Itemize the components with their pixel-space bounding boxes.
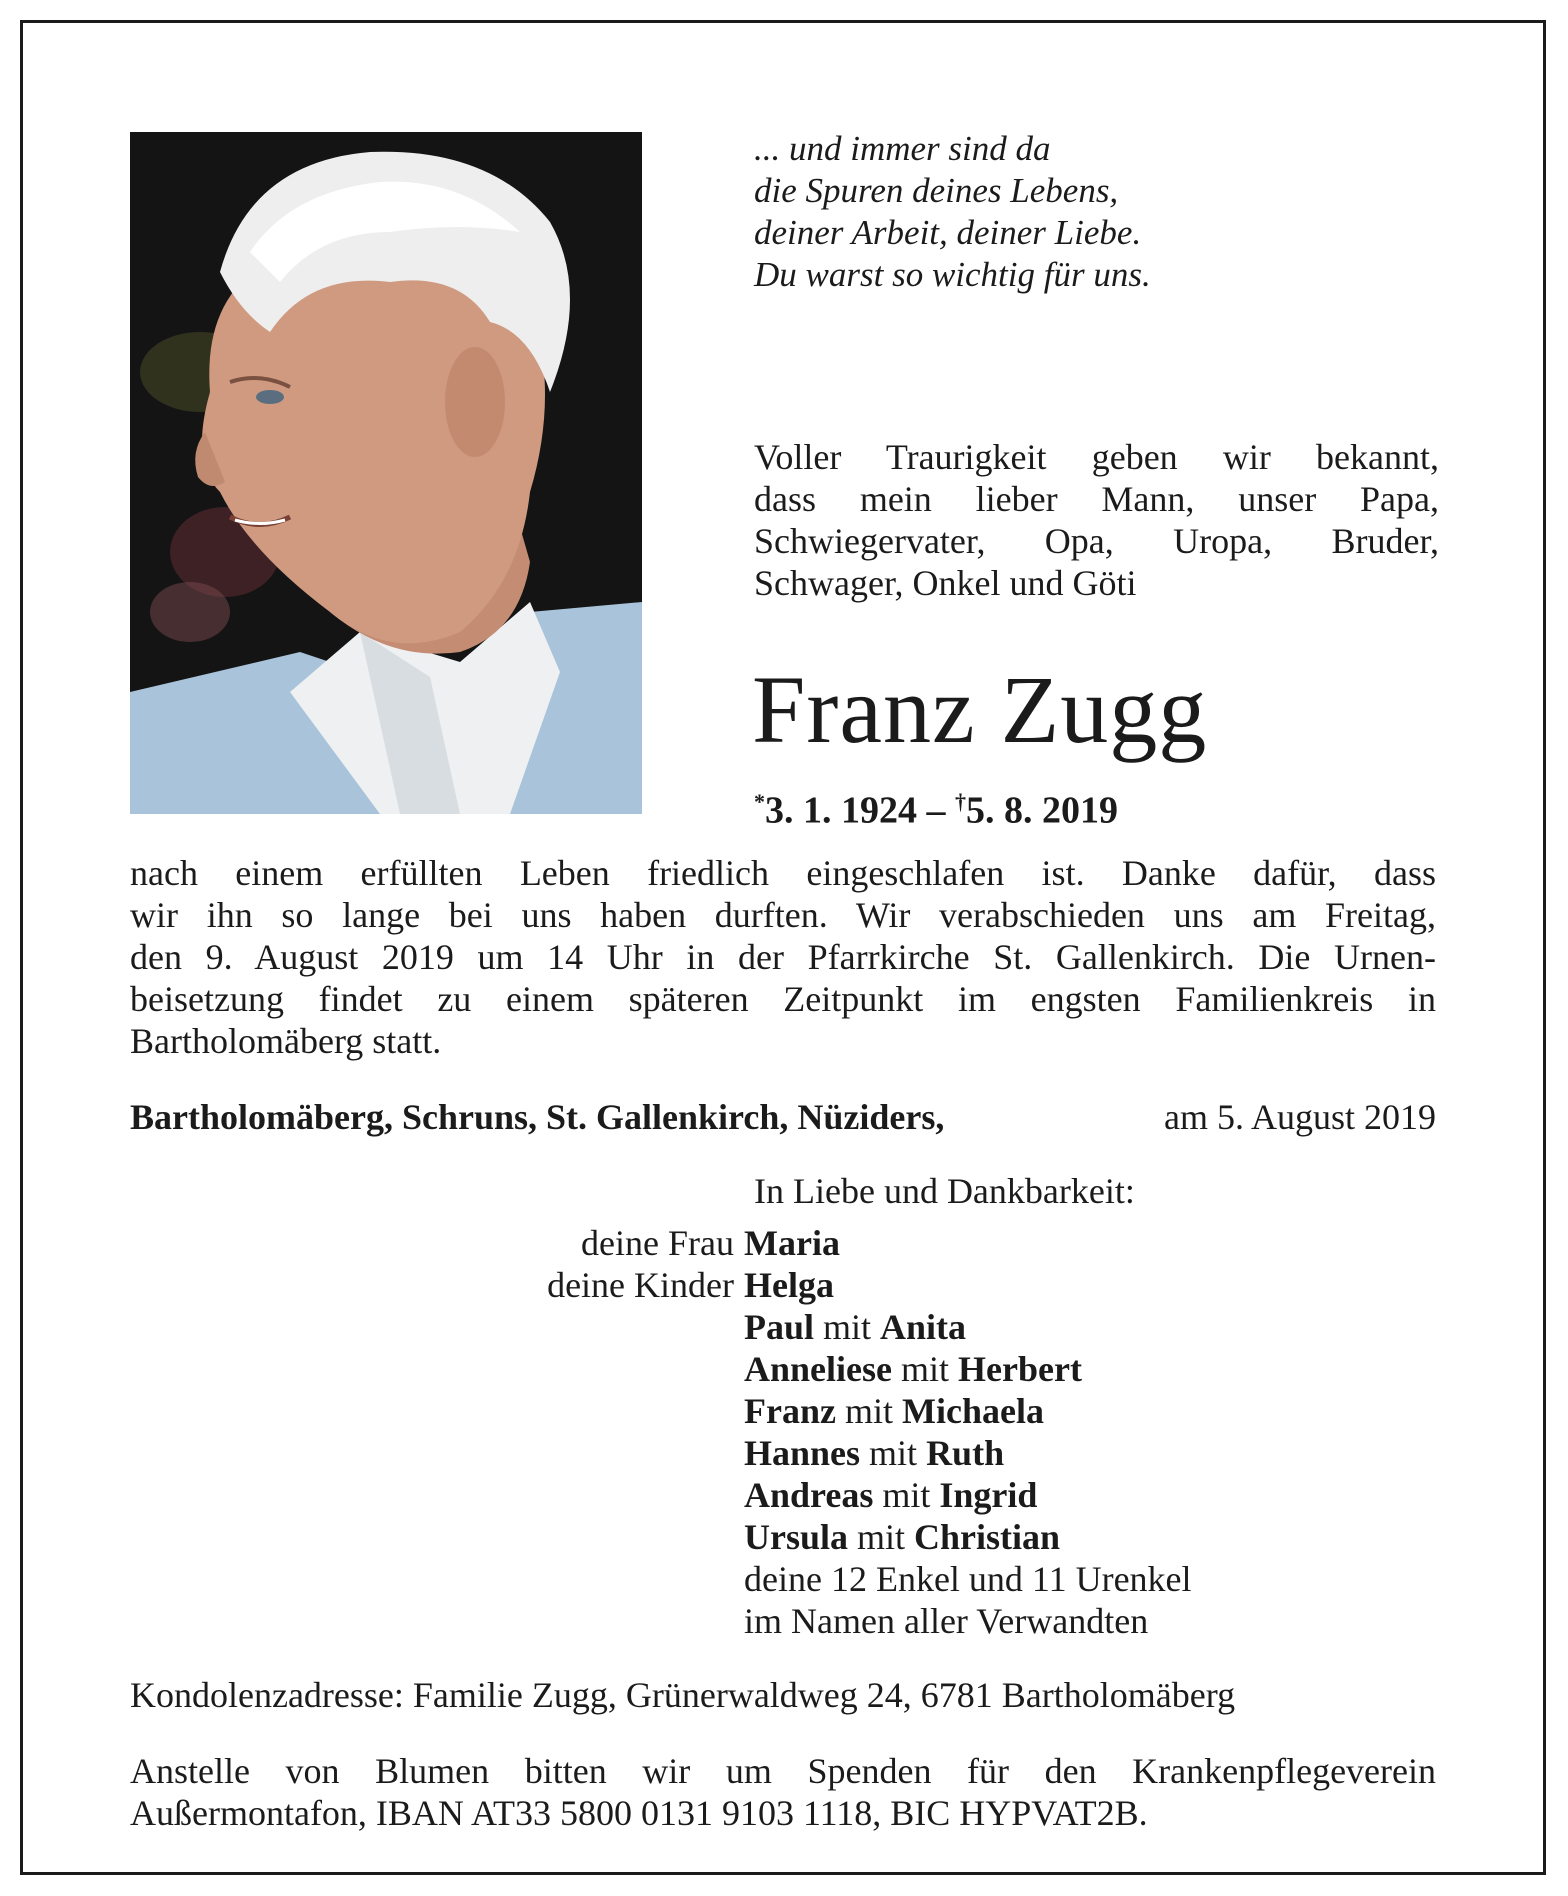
quote-line: deiner Arbeit, deiner Liebe. [754, 213, 1142, 252]
joiner: mit [814, 1307, 881, 1347]
memorial-quote [754, 128, 1151, 296]
mourner-name: Andreas [744, 1475, 874, 1515]
death-symbol: † [955, 789, 966, 814]
partner-name: Christian [914, 1517, 1061, 1557]
quote-line: die Spuren deines Lebens, [754, 171, 1119, 210]
list-item [360, 1558, 1260, 1600]
death-date: 5. 8. 2019 [966, 789, 1118, 832]
joiner: mit [892, 1349, 959, 1389]
relation-label [360, 1474, 744, 1516]
list-item [360, 1516, 1260, 1558]
partner-name: Herbert [958, 1349, 1082, 1389]
announcement-body [130, 852, 1436, 1062]
intro-line: Schwager, Onkel und Göti [754, 563, 1137, 603]
mourner-name: Hannes [744, 1433, 861, 1473]
portrait-photo [130, 132, 642, 814]
mourner-name: Ursula [744, 1517, 849, 1557]
joiner: mit [860, 1433, 927, 1473]
partner-name: Anita [880, 1307, 967, 1347]
condolence-address: Kondolenzadresse: Familie Zugg, Grünerwaldweg 24, 6781 Bartholomäberg [130, 1675, 1236, 1715]
relation-label [360, 1348, 744, 1390]
joiner: mit [848, 1517, 915, 1557]
mourner-name: Franz [744, 1391, 836, 1431]
relation-label [360, 1516, 744, 1558]
list-item [360, 1348, 1260, 1390]
body-line: den 9. August 2019 um 14 Uhr in der Pfarrkirche St. Gallenkirch. Die Urnen- [130, 937, 1436, 977]
list-item [360, 1222, 1260, 1264]
donation-request [130, 1750, 1436, 1834]
birth-symbol: * [754, 789, 765, 814]
body-line: wir ihn so lange bei uns haben durften. Wir verabschieden uns am Freitag, [130, 895, 1436, 935]
mourner-name: Helga [744, 1265, 834, 1305]
places-and-date [130, 1096, 1436, 1138]
announcement-date: am 5. August 2019 [1163, 1097, 1436, 1137]
mourner-name: Paul [744, 1307, 815, 1347]
life-dates [754, 780, 1118, 833]
quote-line: ... und immer sind da [754, 129, 1051, 168]
partner-name: Ingrid [939, 1475, 1038, 1515]
relation-label [360, 1306, 744, 1348]
announcement-intro [754, 436, 1439, 604]
body-line: Bartholomäberg statt. [130, 1021, 442, 1061]
grandchildren-line: deine 12 Enkel und 11 Urenkel [744, 1559, 1192, 1599]
body-line: beisetzung findet zu einem späteren Zeitpunkt im engsten Familienkreis in [130, 979, 1436, 1019]
relation-label [360, 1390, 744, 1432]
body-line: nach einem erfüllten Leben friedlich eingeschlafen ist. Danke dafür, dass [130, 853, 1436, 893]
list-item [360, 1390, 1260, 1432]
list-item [360, 1306, 1260, 1348]
list-item [360, 1264, 1260, 1306]
relation-label [360, 1432, 744, 1474]
date-separator: – [917, 789, 955, 832]
quote-line: Du warst so wichtig für uns. [754, 255, 1151, 294]
deceased-name: Franz Zugg [752, 656, 1208, 763]
list-item [360, 1474, 1260, 1516]
birth-date: 3. 1. 1924 [765, 789, 917, 832]
joiner: mit [835, 1391, 902, 1431]
relation-label: deine Frau [581, 1223, 734, 1263]
mourner-name: Anneliese [744, 1349, 892, 1389]
intro-line: Schwiegervater, Opa, Uropa, Bruder, [754, 521, 1439, 561]
places-list: Bartholomäberg, Schruns, St. Gallenkirch, Nüziders, [130, 1097, 945, 1137]
intro-line: Voller Traurigkeit geben wir bekannt, [754, 437, 1439, 477]
relation-label: deine Kinder [547, 1265, 734, 1305]
mourners-list [360, 1222, 1260, 1642]
donation-line: Anstelle von Blumen bitten wir um Spenden für den Krankenpflegeverein [130, 1751, 1436, 1791]
mourner-name: Maria [744, 1223, 840, 1263]
partner-name: Michaela [901, 1391, 1044, 1431]
mourners-intro: In Liebe und Dankbarkeit: [754, 1171, 1135, 1211]
list-item [360, 1432, 1260, 1474]
donation-line: Außermontafon, IBAN AT33 5800 0131 9103 1118, BIC HYPVAT2B. [130, 1793, 1148, 1833]
relatives-line: im Namen aller Verwandten [744, 1601, 1149, 1641]
list-item [360, 1600, 1260, 1642]
joiner: mit [873, 1475, 940, 1515]
intro-line: dass mein lieber Mann, unser Papa, [754, 479, 1439, 519]
partner-name: Ruth [926, 1433, 1005, 1473]
